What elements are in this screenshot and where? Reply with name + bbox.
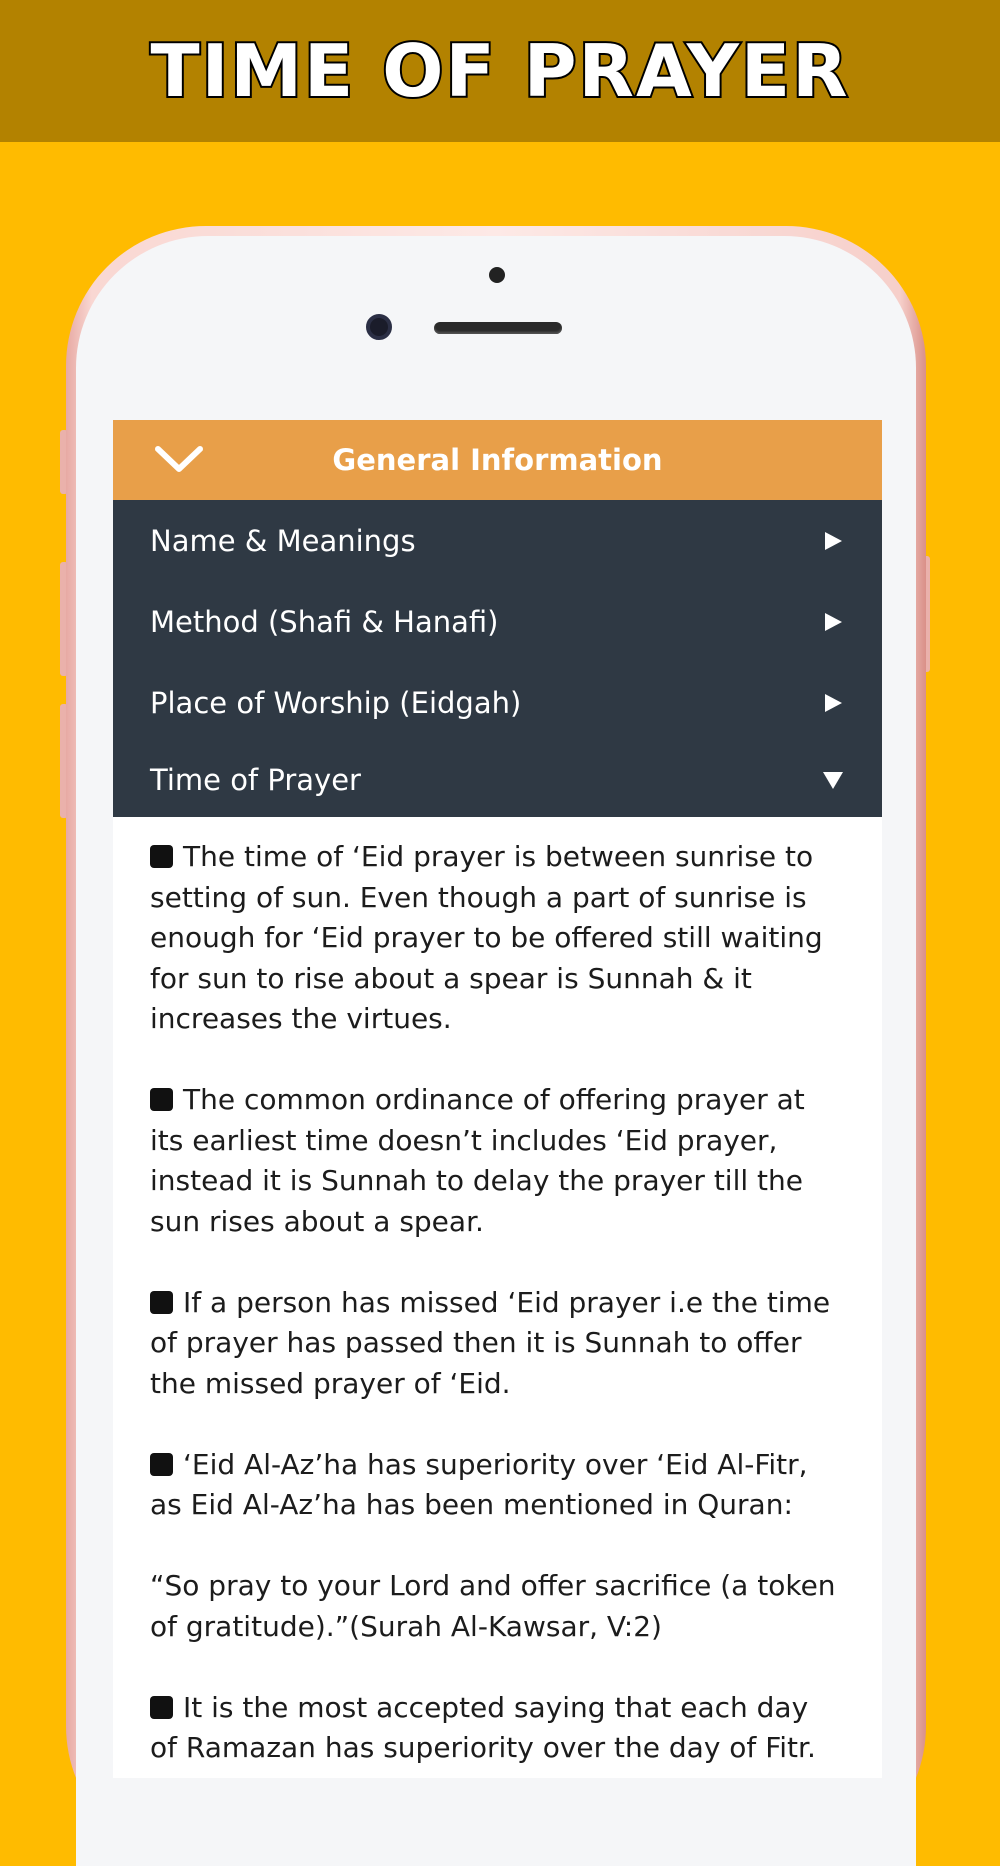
paragraph-text: ‘Eid Al-Az’ha has superiority over ‘Eid Al-Fitr, as Eid Al-Az’ha has been mentioned in Quran: — [150, 1447, 808, 1521]
proximity-sensor — [489, 267, 505, 283]
bullet-icon — [150, 1453, 173, 1476]
menu-item-name-meanings[interactable] — [113, 500, 882, 581]
section-header[interactable] — [113, 420, 882, 500]
bullet-icon — [150, 1291, 173, 1314]
menu-item-label: Time of Prayer — [150, 763, 361, 797]
content-paragraph — [150, 1080, 844, 1242]
triangle-right-icon — [822, 692, 844, 714]
chevron-down-icon[interactable] — [153, 442, 205, 476]
paragraph-text: The time of ‘Eid prayer is between sunrise to setting of sun. Even though a part of sunrise is enough for ‘Eid prayer to be offered still waiting for sun to rise about a spear is Sunnah & it increases the virtues. — [150, 840, 823, 1035]
topic-menu — [113, 500, 882, 817]
quran-quote: “So pray to your Lord and offer sacrifice (a token of gratitude).”(Surah Al-Kawsar, V:2) — [150, 1569, 836, 1643]
menu-item-time-of-prayer[interactable] — [113, 743, 882, 817]
menu-item-label: Method (Shafi & Hanafi) — [150, 604, 499, 639]
app-screen — [113, 420, 882, 1778]
bullet-icon — [150, 845, 173, 868]
front-camera — [366, 314, 392, 340]
triangle-down-icon — [822, 769, 844, 791]
content-paragraph — [150, 1688, 844, 1769]
promo-banner — [0, 0, 1000, 142]
menu-item-place-of-worship[interactable] — [113, 662, 882, 743]
article-content — [113, 817, 882, 1769]
menu-item-label: Place of Worship (Eidgah) — [150, 685, 522, 720]
bullet-icon — [150, 1088, 173, 1111]
bullet-icon — [150, 1696, 173, 1719]
triangle-right-icon — [822, 611, 844, 633]
menu-item-label: Name & Meanings — [150, 523, 416, 558]
content-paragraph — [150, 1283, 844, 1405]
banner-title: TIME OF PRAYER — [150, 29, 850, 113]
content-paragraph — [150, 1445, 844, 1526]
section-title: General Information — [332, 443, 663, 477]
paragraph-text: If a person has missed ‘Eid prayer i.e the time of prayer has passed then it is Sunnah to offer the missed prayer of ‘Eid. — [150, 1285, 831, 1400]
earpiece-speaker — [434, 322, 562, 334]
paragraph-text: The common ordinance of offering prayer at its earliest time doesn’t includes ‘Eid prayer, instead it is Sunnah to delay the prayer till the sun rises about a spear. — [150, 1083, 805, 1238]
menu-item-method[interactable] — [113, 581, 882, 662]
paragraph-text: It is the most accepted saying that each day of Ramazan has superiority over the day of Fitr. — [150, 1690, 816, 1764]
content-paragraph — [150, 837, 844, 1040]
triangle-right-icon — [822, 530, 844, 552]
